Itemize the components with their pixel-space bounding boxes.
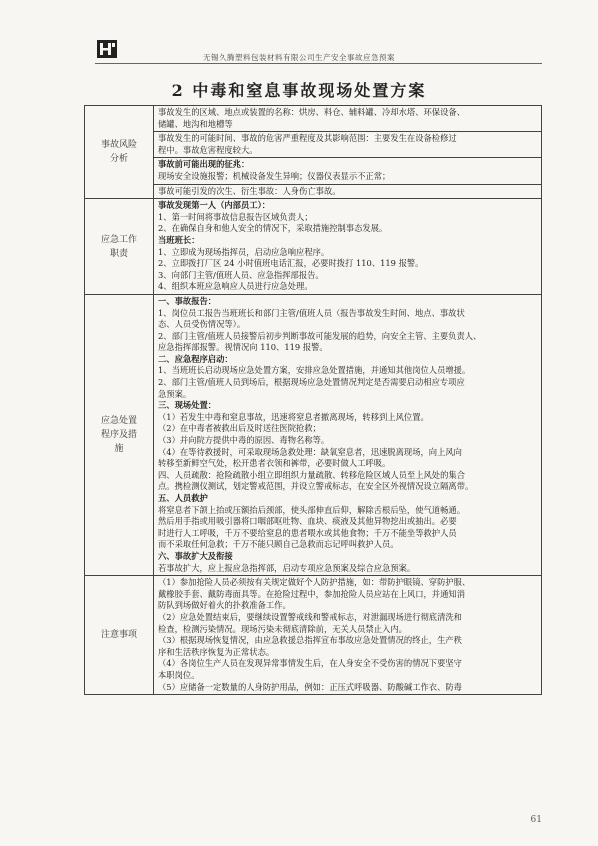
section-heading: 五、人员救护 [158,493,208,503]
text-line: （1）参加抢险人员必须按有关规定做好个人防护措施，如：带防护眼镜、穿防护服、 [158,577,471,588]
text-line: 1、岗位员工报告当班班长和部门主管/值班人员（报告事故发生时间、地点、事故状 [158,307,465,318]
text-line: 程中。事故危害程度较大。 [158,144,258,155]
text-line: 2、部门主管/值班人员到场后，根据现场应急处置情况判定是否需要启动相应专项应 [158,377,465,388]
category-label-line: 应急处置 [100,416,137,427]
text-line: 现场安全设施报警；机械设备发生异响；仪器仪表显示不正常； [158,170,391,181]
section-heading: 当班班长： [158,234,200,245]
category-label-line: 程序及措 [100,430,137,441]
text-line: 4、组织本班应急响应人员进行应急处理。 [158,281,313,292]
text-line: 2、部门主管/值班人员接警后初步判断事故可能发展的趋势，向安全主管、主要负责人、 [158,330,482,341]
text-line: 将窒息者下颌上抬或压额抬后颈部，使头部伸直后仰，解除舌根后坠，使气道畅通。 [158,504,465,515]
text-line: 若事故扩大，应上报应急指挥部，启动专项应急预案及综合应急预案。 [158,562,416,573]
category-label-line: 职责 [109,248,128,259]
text-line: 3、向部门主管/值班人员、应急指挥部报告。 [158,269,324,280]
row-divider [154,184,541,185]
text-line: 1、当班班长启动现场应急处置方案，安排应急处置措施，并通知其他岗位人员增援。 [158,365,471,376]
row-category [85,106,154,199]
text-line: （5）应储备一定数量的人身防护用品，例如：正压式呼吸器、防酸碱工作衣、防毒 [158,681,462,692]
text-line: 事故发生的可能时间、事故的危害严重程度及其影响范围：主要发生在设备检修过 [158,133,457,144]
row-content [154,294,542,575]
page-number: 61 [530,815,542,825]
text-line: 事故发生的区域、地点或装置的名称：烘房、料仓、辅料罐、冷却水塔、环保设备、 [158,107,465,117]
row-divider [154,157,541,158]
row-content [154,106,542,199]
section-heading: 一、事故报告： [158,295,217,306]
section-heading: 六、事故扩大及衔接 [158,550,233,561]
category-label-line: 分析 [109,154,128,165]
category-label-line: 事故风险 [100,140,137,151]
text-line: 1、第一时间将事故信息报告区域负责人； [158,211,313,222]
row-content [154,199,542,295]
section-heading: 三、现场处置： [158,400,217,411]
text-line: （3）并向院方提供中毒的原因、毒物名称等。 [158,435,330,446]
category-label-line: 应急工作 [100,234,137,245]
text-line: （4）在等待救援时，可采取现场急救处理：缺氧窒息者，迅速脱离现场，向上风向 [158,446,462,457]
section-heading: 事故发现第一人（内部员工）： [158,200,271,211]
row-divider [154,131,541,132]
disposal-plan-table [84,105,542,695]
text-line: 检查，检测污染情况。现场污染未彻底清除前，无关人员禁止入内。 [158,623,407,634]
text-line: 点。携检测仪测试，划定警戒范围，并设立警戒标志，在安全区外视情况设立隔离带。 [158,481,474,492]
text-line: 时进行人工呼吸，千万不要给窒息的患者喂水或其他食物；千万不能坐等救护人员 [158,527,457,538]
text-line: 态、人员受伤情况等）。 [158,319,246,330]
text-line: （4）各岗位生产人员在发现异常事情发生后，在人身安全不受伤害的情况下要坚守 [158,658,462,669]
category-label-line: 注意事项 [100,630,137,641]
text-line: 2、立即拨打厂区 24 小时值班电话汇报，必要时拨打 110、119 报警。 [158,258,424,269]
text-line: 序和生活秩序恢复为正常状态。 [158,646,275,657]
text-line: 急预案。 [158,388,192,399]
text-line: （1）若发生中毒和窒息事故，迅速将窒息者撤离现场，转移到上风位置。 [158,411,429,422]
text-line: 转移至新鲜空气处，松开患者衣领和裤带，必要时做人工呼吸。 [158,458,391,469]
text-line: 戴橡胶手套、戴防毒面具等。在抢险过程中，参加抢险人员应站在上风口，并通知消 [158,588,465,599]
text-line: （2）应急处置结束后，要继续设置警戒线和警戒标志，对泄漏现场进行彻底清洗和 [158,611,462,622]
page-title: 2 中毒和窒息事故现场处置方案 [171,81,427,100]
row-category [85,199,154,295]
header-divider [95,63,542,64]
text-line: 而不采取任何急救；千万不能只顾自己急救而忘记呼叫救护人员。 [158,539,399,550]
table-row [85,199,542,295]
text-line: 2、在确保自身和他人安全的情况下，采取措施控制事态发展。 [158,223,388,234]
section-heading: 事故前可能出现的征兆： [158,159,250,170]
text-line: 事故可能引发的次生、衍生事故：人身伤亡事故。 [158,185,341,196]
section-heading: 二、应急程序启动： [158,353,233,364]
header-company-name: 无锡久腾塑料包装材料有限公司生产安全事故应急预案 [203,53,395,62]
text-line: 防队到场做好着火的扑救准备工作。 [158,600,291,611]
text-line: 储罐、地沟和地槽等 [158,118,233,129]
text-line: 1、立即成为现场指挥员，启动应急响应程序。 [158,246,330,257]
text-line: 应急指挥部报警。视情况向 110、119 报警。 [158,342,328,353]
text-line: （2）在中毒者被救出后及时送往医院抢救； [158,423,321,434]
table-row [85,294,542,575]
text-line: 四、人员疏散：抢险疏散小组立即组织力量疏散、转移危险区域人员至上风处的集合 [158,469,465,480]
row-category [85,576,154,695]
row-category [85,294,154,575]
table-row [85,106,542,199]
text-line: 然后用手指或用吸引器将口咽部呕吐物、血块、痰液及其他异物挖出或抽出。必要 [158,516,457,527]
table-row [85,576,542,695]
row-content [154,576,542,695]
text-line: （3）根据现场恢复情况，由应急救援总指挥宣布事故应急处置情况的终止，生产秩 [158,635,462,646]
text-line: 本职岗位。 [158,669,200,680]
category-label-line: 施 [114,444,124,455]
